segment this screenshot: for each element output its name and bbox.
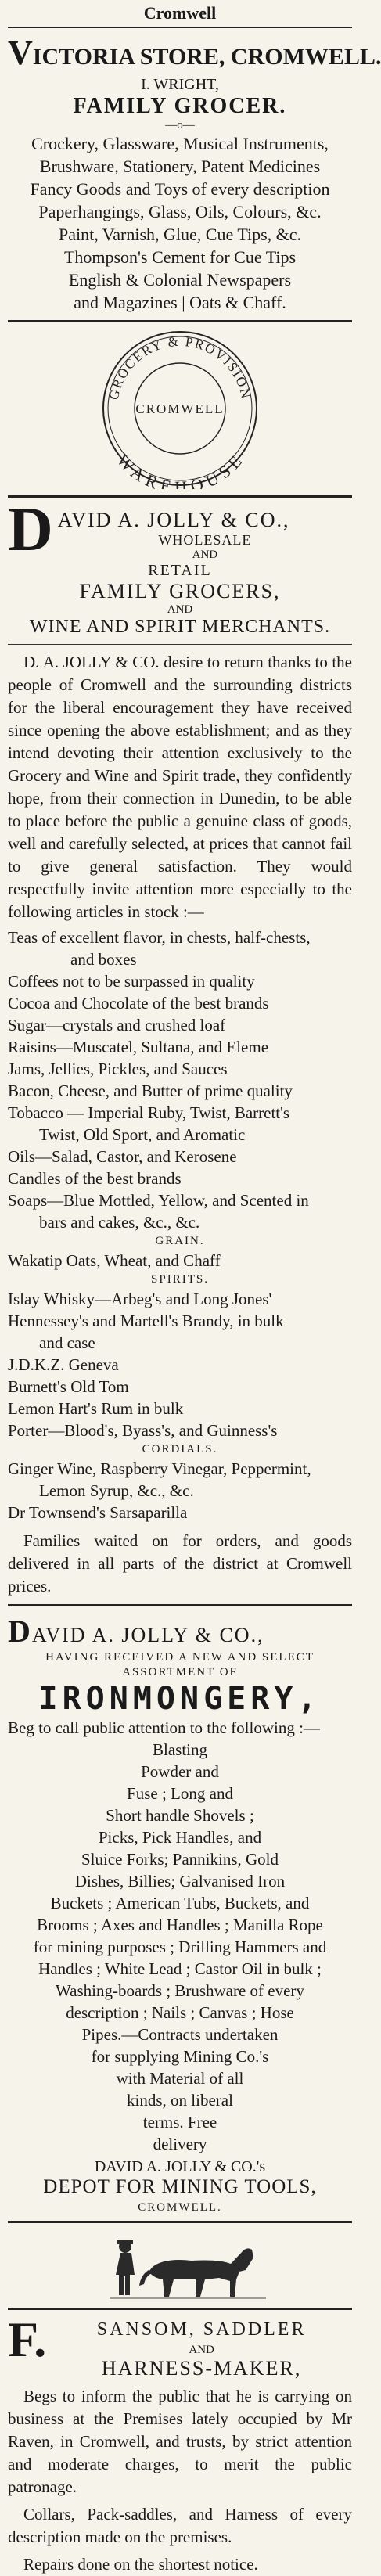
victoria-line: Thompson's Cement for Cue Tips: [63, 247, 297, 267]
iron-list-item: with Material of all: [116, 2069, 244, 2088]
jolly-wholesale: WHOLESALE: [158, 532, 252, 548]
iron-list-item: Washing-boards ; Brushware of every: [56, 1981, 304, 2000]
ironmongery-ad: [8, 1613, 352, 2214]
victoria-line: Paint, Varnish, Glue, Cue Tips, &c.: [58, 225, 302, 244]
iron-having: HAVING RECEIVED A NEW AND SELECT: [45, 1651, 315, 1664]
iron-list-item: Powder and: [141, 1762, 219, 1781]
spirits-item: Islay Whisky—Arbeg's and Long Jones': [8, 1290, 272, 1308]
victoria-line: Fancy Goods and Toys of every description: [30, 179, 330, 199]
iron-town: CROMWELL.: [138, 2201, 222, 2214]
jolly-initial: D: [8, 495, 53, 564]
jolly-item: Teas of excellent flavor, in chests, half-chests,: [8, 928, 311, 947]
divider: [8, 644, 352, 645]
stamp-bottom-text: WAREHOUSE: [113, 450, 247, 489]
jolly-item: Bacon, Cheese, and Butter of prime quality: [8, 1081, 293, 1100]
jolly-and: AND: [167, 603, 193, 616]
jolly-item: Sugar—crystals and crushed loaf: [8, 1016, 226, 1034]
victoria-proprietor: I. WRIGHT,: [141, 76, 219, 93]
iron-list-item: Fuse ; Long and: [127, 1784, 233, 1803]
jolly-item: Jams, Jellies, Pickles, and Sauces: [8, 1060, 228, 1078]
spirits-item: and case: [39, 1333, 95, 1352]
spirits-heading: SPIRITS.: [151, 1273, 209, 1286]
iron-list-item: Pipes.—Contracts undertaken: [81, 2025, 279, 2044]
sansom-trade: HARNESS-MAKER,: [101, 2357, 302, 2380]
jolly-family: FAMILY GROCERS,: [79, 580, 281, 603]
jolly-and: AND: [192, 549, 218, 561]
victoria-divider: —o—: [165, 119, 195, 131]
grain-item: Wakatip Oats, Wheat, and Chaff: [8, 1251, 221, 1270]
jolly-item: Raisins—Muscatel, Sultana, and Eleme: [8, 1038, 269, 1056]
spirits-item: Porter—Blood's, Byass's, and Guinness's: [8, 1421, 278, 1440]
iron-list-item: kinds, on liberal: [127, 2091, 233, 2110]
jolly-grocers-ad: [8, 495, 352, 1598]
iron-list-item: Short handle Shovels ;: [106, 1806, 254, 1825]
iron-list-item: Sluice Forks; Pannikins, Gold: [81, 1850, 279, 1869]
victoria-line: Crockery, Glassware, Musical Instruments,: [31, 134, 329, 153]
spirits-item: Lemon Hart's Rum in bulk: [8, 1399, 184, 1418]
victoria-line: English & Colonial Newspapers: [68, 270, 292, 290]
iron-list-item: Brooms ; Axes and Handles ; Manilla Rope: [37, 1916, 323, 1934]
horse-illustration: [8, 2229, 352, 2301]
divider: [8, 1604, 352, 1606]
victoria-title-initial: V: [8, 34, 33, 72]
iron-list-item: for mining purposes ; Drilling Hammers and: [33, 1937, 327, 1956]
divider: [8, 2308, 352, 2310]
victoria-line: and Magazines | Oats & Chaff.: [74, 293, 286, 312]
svg-text:GROCERY & PROVISION: [106, 334, 254, 401]
horse-engraving: [8, 2229, 352, 2301]
spirits-item: J.D.K.Z. Geneva: [8, 1355, 119, 1374]
cordials-item: Ginger Wine, Raspberry Vinegar, Peppermint,: [8, 1459, 311, 1478]
iron-list-item: terms. Free: [142, 2113, 217, 2132]
iron-list-item: Buckets ; American Tubs, Buckets, and: [50, 1894, 310, 1912]
spirits-item: Hennessey's and Martell's Brandy, in bulk: [8, 1311, 284, 1330]
sansom-collars: Collars, Pack-saddles, and Harness of every description made on the premises.: [8, 2505, 352, 2546]
iron-list-item: Picks, Pick Handles, and: [98, 1828, 262, 1847]
divider: [8, 2221, 352, 2223]
sansom-name: SANSOM, SADDLER: [96, 2319, 307, 2340]
sansom-repairs: Repairs done on the shortest notice.: [23, 2555, 258, 2574]
jolly-closing: Families waited on for orders, and goods delivered in all parts of the district at Cromwell prices.: [8, 1531, 352, 1596]
sansom-saddler-ad: [8, 2312, 352, 2576]
jolly-wine: WINE AND SPIRIT MERCHANTS.: [29, 617, 331, 637]
jolly-item: Soaps—Blue Mottled, Yellow, and Scented in: [8, 1191, 309, 1210]
warehouse-stamp: [8, 329, 352, 489]
victoria-store-ad: [8, 33, 381, 314]
jolly-name: AVID A. JOLLY & CO.,: [57, 509, 290, 531]
iron-name-rest: AVID A. JOLLY & CO.,: [31, 1624, 264, 1646]
jolly-retail: RETAIL: [148, 562, 212, 579]
jolly-item: Twist, Old Sport, and Aromatic: [39, 1125, 246, 1144]
divider: [8, 495, 352, 498]
cordials-item: Dr Townsend's Sarsaparilla: [8, 1503, 188, 1522]
iron-sign: DAVID A. JOLLY & CO.'s: [94, 2158, 266, 2175]
iron-title: IRONMONGERY,: [38, 1681, 322, 1717]
grain-heading: GRAIN.: [155, 1235, 205, 1247]
jolly-item: Tobacco — Imperial Ruby, Twist, Barrett's: [8, 1103, 290, 1122]
jolly-paragraph: D. A. JOLLY & CO. desire to return thanks to the people of Cromwell and the surrounding districts for the liberal encouragement they have received since opening the above establishment; and as they intend devoting their attention exclusively to the Grocery and Wine and Spirit trade, they confidently hope, from their connection in Dunedin, to be able to place before the public a genuine class of goods, well and carefully selected, at prices that cannot fail to give general satisfaction. They would respectfully invite attention more especially to the following articles in stock :—: [8, 653, 352, 921]
victoria-title: [8, 33, 381, 73]
warehouse-stamp-graphic: [8, 329, 352, 489]
jolly-item: Cocoa and Chocolate of the best brands: [8, 994, 269, 1013]
jolly-item: Oils—Salad, Castor, and Kerosene: [8, 1147, 237, 1166]
jolly-item: Candles of the best brands: [8, 1169, 182, 1188]
iron-list-item: Dishes, Billies; Galvanised Iron: [74, 1872, 286, 1891]
victoria-line: Paperhangings, Glass, Oils, Colours, &c.: [38, 202, 322, 221]
iron-list-item: Blasting: [152, 1740, 207, 1759]
victoria-trade: FAMILY GROCER.: [73, 94, 287, 118]
jolly-item: Coffees not to be surpassed in quality: [8, 972, 255, 991]
iron-assortment: ASSORTMENT OF: [122, 1666, 238, 1678]
page-header: Cromwell: [8, 0, 352, 28]
sansom-and: AND: [189, 2344, 214, 2356]
cordials-heading: CORDIALS.: [142, 1443, 218, 1455]
victoria-line: Brushware, Stationery, Patent Medicines: [39, 157, 321, 176]
iron-name: [8, 1613, 352, 1650]
cordials-item: Lemon Syrup, &c., &c.: [39, 1481, 194, 1500]
sansom-paragraph: Begs to inform the public that he is carrying on business at the Premises lately occupied by Mr Raven, in Cromwell, and trusts, by strict attention and moderate charges, to merit the public patronage.: [8, 2387, 352, 2496]
iron-list-item: for supplying Mining Co.'s: [91, 2047, 269, 2066]
victoria-title-rest: ICTORIA STORE, CROMWELL.: [32, 44, 381, 70]
spirits-item: Burnett's Old Tom: [8, 1377, 129, 1396]
iron-list-item: delivery: [153, 2135, 207, 2153]
iron-initial: D: [8, 1614, 32, 1649]
stamp-top-text: GROCERY & PROVISION: [106, 333, 254, 401]
jolly-item: bars and cakes, &c., &c.: [39, 1213, 200, 1232]
iron-list-item: Handles ; White Lead ; Castor Oil in bulk ;: [38, 1959, 322, 1978]
divider: [8, 320, 352, 322]
sansom-initial: F.: [8, 2312, 47, 2367]
iron-depot: DEPOT FOR MINING TOOLS,: [43, 2176, 317, 2197]
iron-list-item: description ; Nails ; Canvas ; Hose: [66, 2003, 294, 2022]
jolly-item: and boxes: [70, 950, 137, 969]
stamp-middle-text: CROMWELL: [135, 401, 225, 416]
iron-beg: Beg to call public attention to the following :—: [8, 1718, 320, 1737]
